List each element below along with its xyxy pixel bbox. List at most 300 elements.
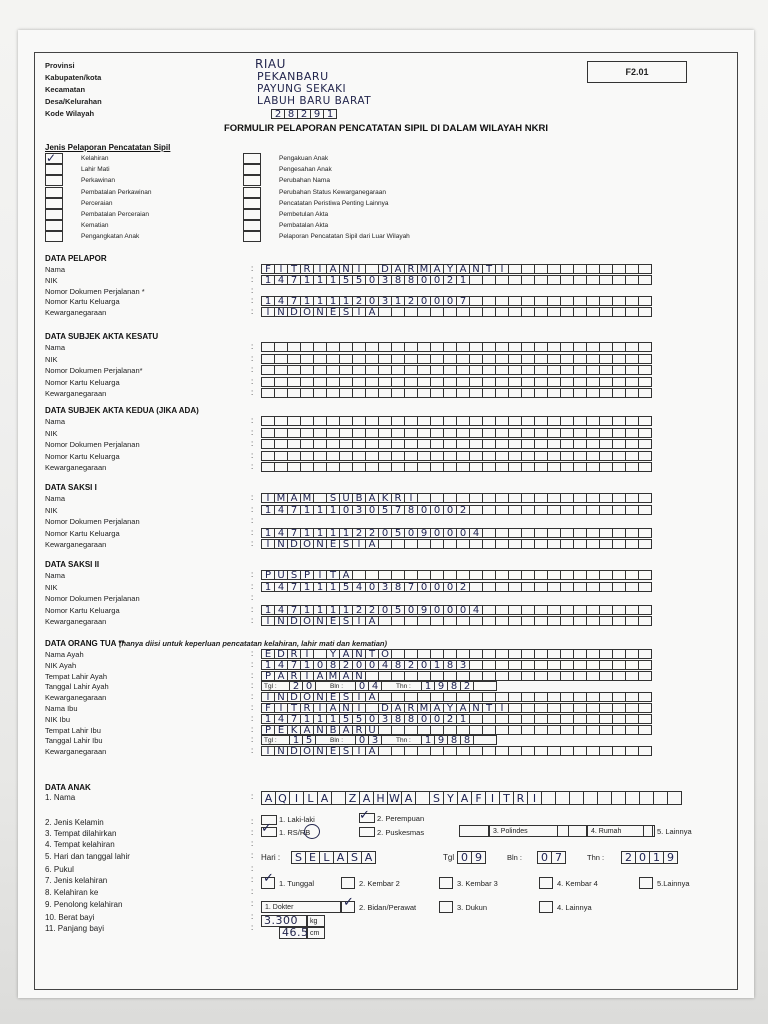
saksi1-row-cell[interactable] (560, 493, 574, 503)
ortu-date-cell[interactable]: 1 (421, 681, 435, 691)
subjek2-row-cell[interactable] (469, 428, 483, 438)
saksi2-row-cell[interactable]: P (261, 570, 275, 580)
ortu-row-cell[interactable] (456, 692, 470, 702)
anak-nama-cell[interactable]: W (387, 791, 402, 805)
pelapor-row-cell[interactable]: N (339, 264, 353, 274)
ortu-row-cell[interactable] (469, 660, 483, 670)
saksi2-row-cell[interactable]: 4 (274, 605, 288, 615)
saksi2-row-cell[interactable]: 0 (456, 605, 470, 615)
ortu-row-cell[interactable] (625, 660, 639, 670)
subjek1-row-cell[interactable] (326, 388, 340, 398)
ortu-row-cell[interactable] (469, 649, 483, 659)
saksi2-row-cell[interactable] (430, 616, 444, 626)
ortu-row-cell[interactable] (404, 692, 418, 702)
ortu-row-cell[interactable] (482, 660, 496, 670)
ortu-row-cell[interactable] (573, 725, 587, 735)
pelapor-row-cell[interactable] (586, 307, 600, 317)
saksi1-row-cell[interactable]: K (378, 493, 392, 503)
saksi1-row-cell[interactable] (534, 505, 548, 515)
ortu-row-cell[interactable]: 1 (456, 714, 470, 724)
ortu-row-cell[interactable]: I (261, 692, 275, 702)
subjek1-row-cell[interactable] (482, 342, 496, 352)
saksi2-row-cell[interactable] (456, 570, 470, 580)
subjek1-row-cell[interactable] (300, 365, 314, 375)
ortu-row-cell[interactable]: N (313, 725, 327, 735)
subjek2-row-cell[interactable] (482, 428, 496, 438)
subjek2-row-cell[interactable] (339, 416, 353, 426)
subjek2-row-cell[interactable] (560, 451, 574, 461)
pelapor-row-cell[interactable] (547, 296, 561, 306)
subjek1-row-cell[interactable] (417, 342, 431, 352)
saksi2-row-cell[interactable] (521, 582, 535, 592)
subjek2-row-cell[interactable] (430, 428, 444, 438)
ortu-row-cell[interactable] (534, 714, 548, 724)
subjek2-row-cell[interactable] (300, 462, 314, 472)
ortu-row-cell[interactable] (417, 692, 431, 702)
subjek2-row-cell[interactable] (352, 451, 366, 461)
saksi1-row-cell[interactable]: 1 (300, 528, 314, 538)
subjek2-row-cell[interactable] (482, 439, 496, 449)
anak-nama-cell[interactable] (625, 791, 640, 805)
subjek2-row-cell[interactable] (547, 451, 561, 461)
penolong-lainnya-box[interactable] (539, 901, 553, 913)
subjek1-row-cell[interactable] (326, 365, 340, 375)
anak-nama-cell[interactable]: A (317, 791, 332, 805)
ortu-row-cell[interactable]: 4 (274, 714, 288, 724)
subjek1-row-cell[interactable] (508, 342, 522, 352)
ortu-row-cell[interactable]: A (274, 671, 288, 681)
subjek2-row-cell[interactable] (287, 439, 301, 449)
saksi1-row-cell[interactable]: 1 (313, 505, 327, 515)
kode-cell[interactable]: 9 (310, 109, 324, 119)
subjek1-row-cell[interactable] (547, 342, 561, 352)
subjek2-row-cell[interactable] (469, 451, 483, 461)
ortu-row-cell[interactable]: T (482, 703, 496, 713)
saksi1-row-cell[interactable]: I (261, 493, 275, 503)
ortu-row-cell[interactable] (612, 671, 626, 681)
pelapor-row-cell[interactable]: A (456, 264, 470, 274)
ortu-row-cell[interactable] (547, 692, 561, 702)
pelapor-row-cell[interactable] (417, 307, 431, 317)
ortu-row-cell[interactable]: 8 (391, 714, 405, 724)
ortu-row-cell[interactable] (391, 649, 405, 659)
saksi1-row-cell[interactable]: 0 (417, 505, 431, 515)
saksi1-row-cell[interactable]: 3 (352, 505, 366, 515)
saksi1-row-cell[interactable]: 1 (339, 528, 353, 538)
subjek2-row-cell[interactable] (274, 462, 288, 472)
ortu-row-cell[interactable] (573, 671, 587, 681)
subjek2-row-cell[interactable] (638, 428, 652, 438)
subjek2-row-cell[interactable] (612, 451, 626, 461)
saksi1-row-cell[interactable]: B (352, 493, 366, 503)
ortu-row-cell[interactable] (586, 703, 600, 713)
pelapor-row-cell[interactable]: T (482, 264, 496, 274)
saksi1-row-cell[interactable] (599, 505, 613, 515)
subjek1-row-cell[interactable] (391, 354, 405, 364)
kode-cell[interactable]: 2 (297, 109, 311, 119)
subjek2-row-cell[interactable] (404, 451, 418, 461)
saksi1-row-cell[interactable] (612, 505, 626, 515)
subjek2-row-cell[interactable] (274, 428, 288, 438)
ortu-row-cell[interactable] (521, 714, 535, 724)
ortu-row-cell[interactable] (430, 649, 444, 659)
saksi1-row-cell[interactable] (586, 493, 600, 503)
subjek1-row-cell[interactable] (495, 342, 509, 352)
subjek2-row-cell[interactable] (547, 462, 561, 472)
saksi1-row-cell[interactable]: I (404, 493, 418, 503)
saksi2-row-cell[interactable] (612, 582, 626, 592)
ortu-row-cell[interactable]: 0 (417, 714, 431, 724)
subjek2-row-cell[interactable] (287, 451, 301, 461)
subjek2-row-cell[interactable] (599, 428, 613, 438)
saksi2-row-cell[interactable] (599, 605, 613, 615)
ortu-row-cell[interactable]: 2 (404, 660, 418, 670)
ortu-row-cell[interactable]: O (378, 649, 392, 659)
subjek2-row-cell[interactable] (508, 451, 522, 461)
subjek2-row-cell[interactable] (560, 462, 574, 472)
subjek2-row-cell[interactable] (352, 439, 366, 449)
ortu-row-cell[interactable]: D (287, 746, 301, 756)
saksi2-row-cell[interactable]: A (365, 616, 379, 626)
subjek2-row-cell[interactable] (573, 439, 587, 449)
pelapor-row-cell[interactable] (560, 296, 574, 306)
jenis-left-checkbox[interactable] (45, 220, 63, 231)
subjek2-row-cell[interactable] (339, 451, 353, 461)
ortu-row-cell[interactable] (612, 692, 626, 702)
subjek2-row-cell[interactable] (378, 451, 392, 461)
kode-cell[interactable]: 8 (284, 109, 298, 119)
pelapor-row-cell[interactable]: 2 (404, 296, 418, 306)
subjek2-row-cell[interactable] (625, 462, 639, 472)
saksi2-row-cell[interactable]: I (313, 570, 327, 580)
saksi2-row-cell[interactable] (547, 570, 561, 580)
subjek2-row-cell[interactable] (404, 416, 418, 426)
ortu-row-cell[interactable] (443, 649, 457, 659)
pelapor-row-cell[interactable]: 3 (378, 296, 392, 306)
anak-nama-cell[interactable] (639, 791, 654, 805)
ortu-row-cell[interactable] (573, 746, 587, 756)
ortu-row-cell[interactable] (404, 671, 418, 681)
pelapor-row-cell[interactable] (404, 307, 418, 317)
saksi2-row-cell[interactable] (625, 605, 639, 615)
subjek1-row-cell[interactable] (378, 354, 392, 364)
subjek2-row-cell[interactable] (365, 462, 379, 472)
jenis-right-checkbox[interactable] (243, 220, 261, 231)
subjek2-row-cell[interactable] (508, 428, 522, 438)
subjek2-row-cell[interactable] (404, 428, 418, 438)
subjek1-row-cell[interactable] (456, 342, 470, 352)
ortu-row-cell[interactable] (586, 660, 600, 670)
subjek2-row-cell[interactable] (300, 428, 314, 438)
subjek1-row-cell[interactable] (313, 342, 327, 352)
saksi1-row-cell[interactable]: 1 (261, 528, 275, 538)
subjek2-row-cell[interactable] (404, 462, 418, 472)
subjek1-row-cell[interactable] (456, 354, 470, 364)
subjek2-row-cell[interactable] (456, 416, 470, 426)
subjek1-row-cell[interactable] (508, 354, 522, 364)
saksi1-row-cell[interactable] (508, 493, 522, 503)
saksi2-row-cell[interactable] (573, 570, 587, 580)
subjek2-row-cell[interactable] (521, 439, 535, 449)
saksi2-row-cell[interactable] (638, 616, 652, 626)
subjek2-row-cell[interactable] (625, 439, 639, 449)
saksi2-row-cell[interactable]: 0 (443, 605, 457, 615)
subjek2-row-cell[interactable] (365, 416, 379, 426)
kelahiran-kembar3-box[interactable] (439, 877, 453, 889)
saksi2-row-cell[interactable] (352, 570, 366, 580)
subjek1-row-cell[interactable] (365, 377, 379, 387)
ortu-row-cell[interactable]: 1 (300, 660, 314, 670)
pelapor-row-cell[interactable] (469, 307, 483, 317)
pelapor-row-cell[interactable]: E (326, 307, 340, 317)
subjek1-row-cell[interactable] (326, 342, 340, 352)
saksi1-row-cell[interactable]: 1 (326, 505, 340, 515)
subjek2-row-cell[interactable] (391, 451, 405, 461)
subjek1-row-cell[interactable] (456, 388, 470, 398)
ortu-row-cell[interactable]: R (352, 725, 366, 735)
saksi2-row-cell[interactable] (573, 616, 587, 626)
pelapor-row-cell[interactable]: S (339, 307, 353, 317)
subjek1-row-cell[interactable] (313, 365, 327, 375)
subjek1-row-cell[interactable] (586, 365, 600, 375)
saksi2-row-cell[interactable] (482, 616, 496, 626)
ortu-row-cell[interactable] (495, 660, 509, 670)
pelapor-row-cell[interactable] (521, 307, 535, 317)
ortu-row-cell[interactable] (391, 692, 405, 702)
subjek1-row-cell[interactable] (261, 365, 275, 375)
subjek1-row-cell[interactable] (508, 377, 522, 387)
ortu-row-cell[interactable] (404, 725, 418, 735)
saksi2-row-cell[interactable] (508, 570, 522, 580)
saksi1-row-cell[interactable]: 0 (378, 528, 392, 538)
subjek2-row-cell[interactable] (365, 451, 379, 461)
pelapor-row-cell[interactable]: 1 (391, 296, 405, 306)
saksi2-row-cell[interactable] (482, 570, 496, 580)
saksi2-row-cell[interactable] (599, 570, 613, 580)
pelapor-row-cell[interactable]: 0 (430, 296, 444, 306)
saksi2-row-cell[interactable] (417, 616, 431, 626)
ortu-row-cell[interactable] (638, 746, 652, 756)
ortu-row-cell[interactable] (443, 725, 457, 735)
ortu-row-cell[interactable]: I (274, 703, 288, 713)
subjek2-row-cell[interactable] (625, 451, 639, 461)
subjek2-row-cell[interactable] (326, 428, 340, 438)
subjek2-row-cell[interactable] (495, 439, 509, 449)
saksi1-row-cell[interactable] (573, 493, 587, 503)
saksi1-row-cell[interactable]: S (326, 493, 340, 503)
ortu-row-cell[interactable]: T (365, 649, 379, 659)
ortu-date-cell[interactable]: 1 (289, 735, 303, 745)
ortu-row-cell[interactable] (547, 671, 561, 681)
saksi1-row-cell[interactable]: M (300, 493, 314, 503)
ortu-row-cell[interactable] (469, 714, 483, 724)
subjek1-row-cell[interactable] (638, 365, 652, 375)
jenis-right-checkbox[interactable] (243, 231, 261, 242)
penolong-dukun-box[interactable] (439, 901, 453, 913)
ortu-row-cell[interactable] (625, 649, 639, 659)
subjek2-row-cell[interactable] (443, 451, 457, 461)
ortu-row-cell[interactable]: A (339, 725, 353, 735)
saksi2-row-cell[interactable] (404, 570, 418, 580)
subjek1-row-cell[interactable] (560, 377, 574, 387)
saksi1-row-cell[interactable] (430, 539, 444, 549)
saksi1-row-cell[interactable]: 0 (456, 528, 470, 538)
ortu-row-cell[interactable]: 4 (274, 660, 288, 670)
pelapor-row-cell[interactable] (521, 264, 535, 274)
subjek1-row-cell[interactable] (625, 388, 639, 398)
saksi1-row-cell[interactable]: 0 (404, 528, 418, 538)
subjek1-row-cell[interactable] (352, 342, 366, 352)
saksi1-row-cell[interactable]: S (339, 539, 353, 549)
subjek2-row-cell[interactable] (508, 462, 522, 472)
saksi2-row-cell[interactable]: N (274, 616, 288, 626)
saksi1-row-cell[interactable] (612, 528, 626, 538)
pelapor-row-cell[interactable]: 1 (456, 275, 470, 285)
saksi1-row-cell[interactable] (469, 493, 483, 503)
subjek1-row-cell[interactable] (443, 377, 457, 387)
pelapor-row-cell[interactable] (573, 275, 587, 285)
ortu-row-cell[interactable] (495, 714, 509, 724)
ortu-row-cell[interactable] (521, 725, 535, 735)
subjek2-row-cell[interactable] (261, 451, 275, 461)
subjek2-row-cell[interactable] (378, 428, 392, 438)
saksi2-row-cell[interactable] (599, 582, 613, 592)
saksi2-row-cell[interactable]: 0 (417, 582, 431, 592)
saksi1-row-cell[interactable] (495, 528, 509, 538)
ortu-row-cell[interactable] (534, 725, 548, 735)
ortu-row-cell[interactable]: 2 (339, 660, 353, 670)
subjek1-row-cell[interactable] (560, 365, 574, 375)
anak-nama-cell[interactable]: H (373, 791, 388, 805)
anak-nama-cell[interactable]: I (289, 791, 304, 805)
ortu-row-cell[interactable] (430, 725, 444, 735)
saksi2-row-cell[interactable]: 7 (287, 582, 301, 592)
subjek2-row-cell[interactable] (300, 439, 314, 449)
ortu-row-cell[interactable]: F (261, 703, 275, 713)
ortu-row-cell[interactable]: A (326, 703, 340, 713)
saksi2-row-cell[interactable] (495, 605, 509, 615)
ortu-row-cell[interactable] (612, 660, 626, 670)
tgl-cell[interactable]: 0 (457, 851, 472, 864)
pelapor-row-cell[interactable] (573, 307, 587, 317)
ortu-row-cell[interactable] (391, 725, 405, 735)
saksi1-row-cell[interactable]: 1 (261, 505, 275, 515)
subjek2-row-cell[interactable] (339, 428, 353, 438)
subjek2-row-cell[interactable] (430, 451, 444, 461)
saksi2-row-cell[interactable]: 5 (339, 582, 353, 592)
ortu-date-cell[interactable]: 3 (368, 735, 382, 745)
subjek1-row-cell[interactable] (352, 365, 366, 375)
ortu-row-cell[interactable] (573, 649, 587, 659)
ortu-row-cell[interactable] (456, 725, 470, 735)
pelapor-row-cell[interactable] (612, 296, 626, 306)
ortu-row-cell[interactable] (378, 725, 392, 735)
pelapor-row-cell[interactable] (469, 275, 483, 285)
subjek1-row-cell[interactable] (547, 388, 561, 398)
saksi2-row-cell[interactable]: O (300, 616, 314, 626)
ortu-row-cell[interactable] (417, 746, 431, 756)
pelapor-row-cell[interactable] (599, 296, 613, 306)
jenis-left-checkbox[interactable] (45, 231, 63, 242)
saksi2-row-cell[interactable] (443, 616, 457, 626)
ortu-row-cell[interactable]: A (430, 703, 444, 713)
subjek2-row-cell[interactable] (430, 439, 444, 449)
saksi2-row-cell[interactable] (625, 616, 639, 626)
ortu-row-cell[interactable]: N (352, 649, 366, 659)
subjek1-row-cell[interactable] (339, 365, 353, 375)
ortu-row-cell[interactable]: I (261, 746, 275, 756)
ortu-row-cell[interactable]: D (287, 692, 301, 702)
ortu-row-cell[interactable] (638, 671, 652, 681)
jenis-left-checkbox[interactable] (45, 198, 63, 209)
ortu-row-cell[interactable] (521, 703, 535, 713)
ortu-row-cell[interactable]: M (417, 703, 431, 713)
subjek2-row-cell[interactable] (638, 439, 652, 449)
ortu-row-cell[interactable] (469, 692, 483, 702)
jenis-right-checkbox[interactable] (243, 198, 261, 209)
ortu-row-cell[interactable] (625, 671, 639, 681)
anak-nama-cell[interactable] (667, 791, 682, 805)
saksi1-row-cell[interactable] (560, 528, 574, 538)
saksi2-row-cell[interactable] (625, 582, 639, 592)
saksi2-row-cell[interactable]: 1 (313, 605, 327, 615)
saksi1-row-cell[interactable]: 4 (274, 505, 288, 515)
pelapor-row-cell[interactable] (586, 275, 600, 285)
subjek2-row-cell[interactable] (339, 439, 353, 449)
subjek2-row-cell[interactable] (612, 428, 626, 438)
subjek1-row-cell[interactable] (261, 377, 275, 387)
ortu-row-cell[interactable] (365, 703, 379, 713)
saksi1-row-cell[interactable]: 0 (430, 505, 444, 515)
pelapor-row-cell[interactable]: 0 (365, 275, 379, 285)
saksi1-row-cell[interactable] (508, 528, 522, 538)
saksi1-row-cell[interactable]: A (365, 539, 379, 549)
ortu-row-cell[interactable]: N (274, 746, 288, 756)
subjek1-row-cell[interactable] (456, 377, 470, 387)
saksi1-row-cell[interactable]: 4 (274, 528, 288, 538)
subjek2-row-cell[interactable] (261, 439, 275, 449)
ortu-row-cell[interactable] (612, 725, 626, 735)
pelapor-row-cell[interactable]: 4 (274, 296, 288, 306)
ortu-row-cell[interactable]: E (261, 649, 275, 659)
saksi2-row-cell[interactable] (495, 582, 509, 592)
subjek2-row-cell[interactable] (638, 462, 652, 472)
saksi1-row-cell[interactable]: 1 (313, 528, 327, 538)
subjek2-row-cell[interactable] (287, 416, 301, 426)
pelapor-row-cell[interactable] (508, 296, 522, 306)
saksi2-row-cell[interactable]: 4 (274, 582, 288, 592)
saksi1-row-cell[interactable]: A (287, 493, 301, 503)
subjek1-row-cell[interactable] (300, 388, 314, 398)
pelapor-row-cell[interactable] (573, 296, 587, 306)
subjek2-row-cell[interactable] (430, 416, 444, 426)
tempat-polindes-box[interactable] (459, 825, 489, 837)
saksi1-row-cell[interactable]: O (300, 539, 314, 549)
saksi1-row-cell[interactable] (625, 505, 639, 515)
saksi1-row-cell[interactable] (599, 493, 613, 503)
pelapor-row-cell[interactable] (482, 296, 496, 306)
ortu-date-cell[interactable]: 0 (355, 735, 369, 745)
ortu-row-cell[interactable]: 1 (313, 714, 327, 724)
saksi1-row-cell[interactable]: 9 (417, 528, 431, 538)
ortu-row-cell[interactable] (508, 692, 522, 702)
subjek2-row-cell[interactable] (417, 439, 431, 449)
subjek1-row-cell[interactable] (612, 377, 626, 387)
ortu-row-cell[interactable] (521, 692, 535, 702)
pelapor-row-cell[interactable] (469, 296, 483, 306)
ortu-row-cell[interactable]: U (365, 725, 379, 735)
subjek1-row-cell[interactable] (586, 377, 600, 387)
